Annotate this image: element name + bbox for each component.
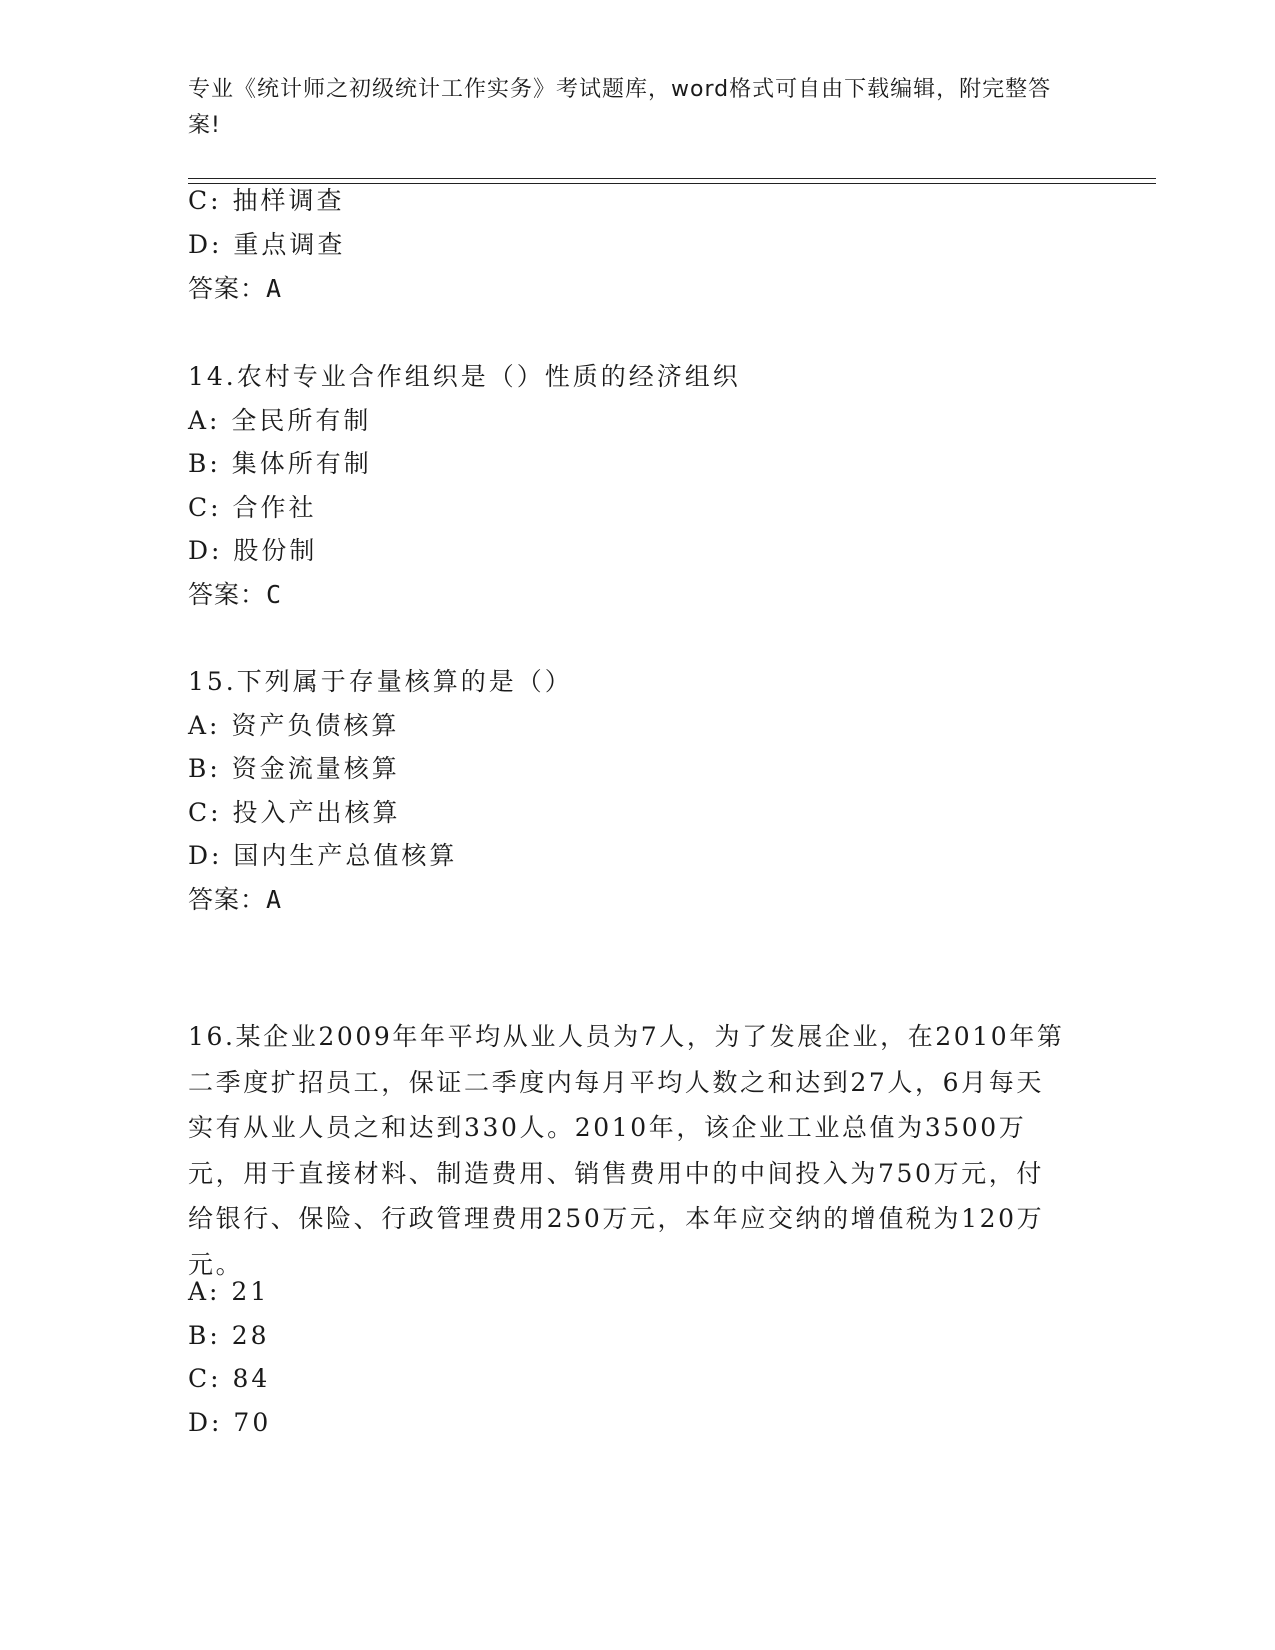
q13-option-d: D: 重点调查 (188, 230, 346, 259)
document-header: 专业《统计师之初级统计工作实务》考试题库，word格式可自由下载编辑，附完整答案! (188, 77, 1052, 138)
q13-answer-label: 答案： (188, 274, 267, 303)
q14-option-b: B: 集体所有制 (188, 449, 372, 478)
header-divider-top (188, 178, 1156, 179)
q16-option-c: C: 84 (188, 1364, 271, 1393)
q14-answer (188, 578, 282, 612)
q14-option-a: A: 全民所有制 (188, 406, 372, 435)
q15-option-c: C: 投入产出核算 (188, 798, 401, 827)
q14-question: 14.农村专业合作组织是（）性质的经济组织 (188, 362, 741, 391)
q14-option-c: C: 合作社 (188, 493, 317, 522)
q16-question: 16.某企业2009年年平均从业人员为7人，为了发展企业，在2010年第二季度扩招员工，保证二季度内每月平均人数之和达到27人，6月每天实有从业人员之和达到330人。2010年，该企业工业总值为3500万元，用于直接材料、制造费用、销售费用中的中间投入为750万元，付给银行、保险、行政管理费用250万元，本年应交纳的增值税为120万元。 (188, 1022, 1065, 1279)
q13-option-c: C: 抽样调查 (188, 186, 345, 215)
q15-answer (188, 883, 282, 917)
q15-answer-label: 答案： (188, 885, 267, 914)
q14-answer-label: 答案： (188, 580, 267, 609)
q16-option-d: D: 70 (188, 1408, 272, 1437)
q13-answer (188, 272, 282, 306)
q15-option-b: B: 资金流量核算 (188, 754, 400, 783)
q16-option-a: A: 21 (188, 1277, 270, 1306)
q15-answer-value: A (266, 885, 283, 914)
q15-question: 15.下列属于存量核算的是（） (188, 667, 573, 696)
q15-option-d: D: 国内生产总值核算 (188, 841, 458, 870)
q14-answer-value: C (266, 580, 283, 609)
q16-option-b: B: 28 (188, 1321, 270, 1350)
q15-option-a: A: 资产负债核算 (188, 711, 400, 740)
q13-answer-value: A (266, 274, 283, 303)
q14-option-d: D: 股份制 (188, 536, 318, 565)
